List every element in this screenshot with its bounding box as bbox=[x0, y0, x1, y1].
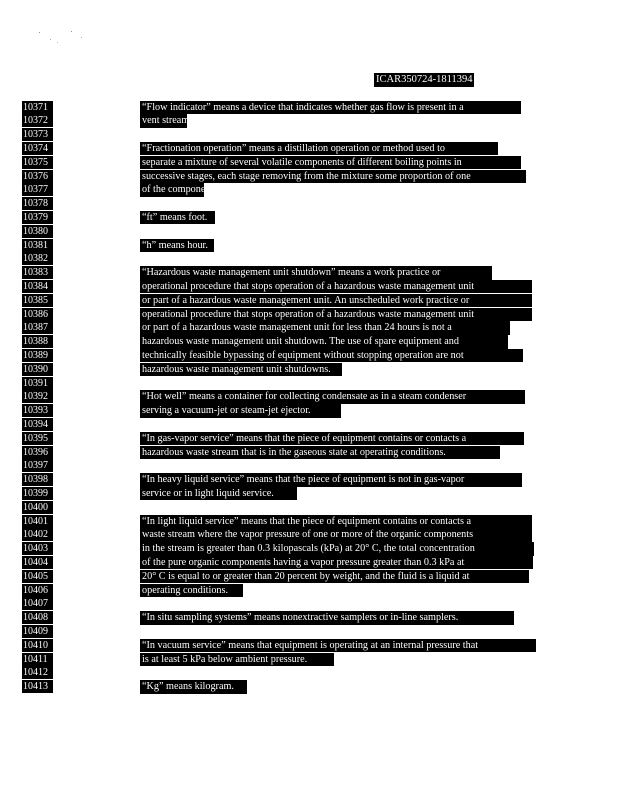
text-line: hazardous waste management unit shutdown. The use of spare equipment and bbox=[140, 335, 508, 349]
line-number: 10404 bbox=[22, 556, 53, 569]
text-line: or part of a hazardous waste management unit for less than 24 hours is not a bbox=[140, 321, 510, 335]
text-line: “Hot well” means a container for collecting condensate as in a steam condenser bbox=[140, 390, 525, 404]
line-number: 10410 bbox=[22, 639, 53, 652]
text-line: service or in light liquid service. bbox=[140, 487, 297, 501]
text-line: or part of a hazardous waste management unit. An unscheduled work practice or bbox=[140, 294, 532, 308]
line-number: 10398 bbox=[22, 473, 53, 486]
line-number: 10396 bbox=[22, 446, 53, 459]
text-line: “In gas-vapor service” means that the piece of equipment contains or contacts a bbox=[140, 432, 524, 446]
text-line: successive stages, each stage removing from the mixture some proportion of one bbox=[140, 170, 526, 184]
text-line: of the components. bbox=[142, 184, 220, 196]
line-number: 10397 bbox=[22, 459, 53, 472]
line-number: 10382 bbox=[22, 252, 53, 265]
text-line: operational procedure that stops operation of a hazardous waste management unit bbox=[140, 308, 532, 322]
text-line: waste stream where the vapor pressure of one or more of the organic components bbox=[140, 528, 532, 542]
text-line: technically feasible bypassing of equipment without stopping operation are not bbox=[140, 349, 523, 363]
scan-artifact-marks bbox=[35, 28, 95, 48]
line-number: 10406 bbox=[22, 584, 53, 597]
document-id: ICAR350724-1811394 bbox=[376, 74, 473, 85]
line-number: 10388 bbox=[22, 335, 53, 348]
line-number: 10372 bbox=[22, 114, 53, 127]
line-number: 10385 bbox=[22, 294, 53, 307]
line-number: 10376 bbox=[22, 170, 53, 183]
text-line: is at least 5 kPa below ambient pressure. bbox=[140, 653, 334, 667]
line-number: 10371 bbox=[22, 101, 53, 114]
line-number: 10375 bbox=[22, 156, 53, 169]
text-line: “Hazardous waste management unit shutdown” means a work practice or bbox=[140, 266, 492, 280]
text-line: operational procedure that stops operation of a hazardous waste management unit bbox=[140, 280, 532, 294]
line-number: 10408 bbox=[22, 611, 53, 624]
line-number: 10384 bbox=[22, 280, 53, 293]
text-line: vent stream. bbox=[142, 115, 192, 127]
text-line: “In situ sampling systems” means nonextractive samplers or in-line samplers. bbox=[140, 611, 514, 625]
line-number: 10373 bbox=[22, 128, 53, 141]
text-line: “h” means hour. bbox=[140, 239, 214, 253]
text-line: “In light liquid service” means that the piece of equipment contains or contacts a bbox=[140, 515, 532, 529]
line-number: 10380 bbox=[22, 225, 53, 238]
line-number: 10403 bbox=[22, 542, 53, 555]
line-number: 10381 bbox=[22, 239, 53, 252]
line-number: 10400 bbox=[22, 501, 53, 514]
line-number: 10405 bbox=[22, 570, 53, 583]
line-number: 10402 bbox=[22, 528, 53, 541]
text-line: serving a vacuum-jet or steam-jet ejector. bbox=[140, 404, 341, 418]
text-line: separate a mixture of several volatile components of different boiling points in bbox=[140, 156, 521, 170]
text-line: “ft” means foot. bbox=[140, 211, 215, 225]
text-line: “Kg” means kilogram. bbox=[140, 680, 247, 694]
line-number: 10407 bbox=[22, 597, 53, 610]
line-number: 10409 bbox=[22, 625, 53, 638]
line-number: 10399 bbox=[22, 487, 53, 500]
text-line: “Fractionation operation” means a distillation operation or method used to bbox=[140, 142, 498, 156]
text-line: in the stream is greater than 0.3 kilopascals (kPa) at 20° C, the total concentration bbox=[140, 542, 534, 556]
line-number: 10391 bbox=[22, 377, 53, 390]
line-number: 10390 bbox=[22, 363, 53, 376]
line-number: 10389 bbox=[22, 349, 53, 362]
line-number: 10387 bbox=[22, 321, 53, 334]
line-number: 10386 bbox=[22, 308, 53, 321]
line-number: 10374 bbox=[22, 142, 53, 155]
line-number: 10392 bbox=[22, 390, 53, 403]
line-number: 10412 bbox=[22, 666, 53, 679]
line-number: 10394 bbox=[22, 418, 53, 431]
line-number: 10411 bbox=[22, 653, 53, 666]
text-line: hazardous waste management unit shutdowns. bbox=[140, 363, 342, 377]
text-line: operating conditions. bbox=[140, 584, 243, 598]
text-line: hazardous waste stream that is in the gaseous state at operating conditions. bbox=[140, 446, 500, 460]
line-number: 10377 bbox=[22, 183, 53, 196]
line-number: 10395 bbox=[22, 432, 53, 445]
text-line: “In vacuum service” means that equipment is operating at an internal pressure that bbox=[140, 639, 536, 653]
text-line: “Flow indicator” means a device that indicates whether gas flow is present in a bbox=[140, 101, 521, 115]
line-number: 10393 bbox=[22, 404, 53, 417]
line-number: 10401 bbox=[22, 515, 53, 528]
line-number: 10379 bbox=[22, 211, 53, 224]
line-number: 10383 bbox=[22, 266, 53, 279]
text-line: 20° C is equal to or greater than 20 percent by weight, and the fluid is a liquid at bbox=[140, 570, 529, 584]
line-number: 10378 bbox=[22, 197, 53, 210]
text-line: of the pure organic components having a vapor pressure greater than 0.3 kPa at bbox=[140, 556, 533, 570]
line-number: 10413 bbox=[22, 680, 53, 693]
text-line: “In heavy liquid service” means that the piece of equipment is not in gas-vapor bbox=[140, 473, 522, 487]
